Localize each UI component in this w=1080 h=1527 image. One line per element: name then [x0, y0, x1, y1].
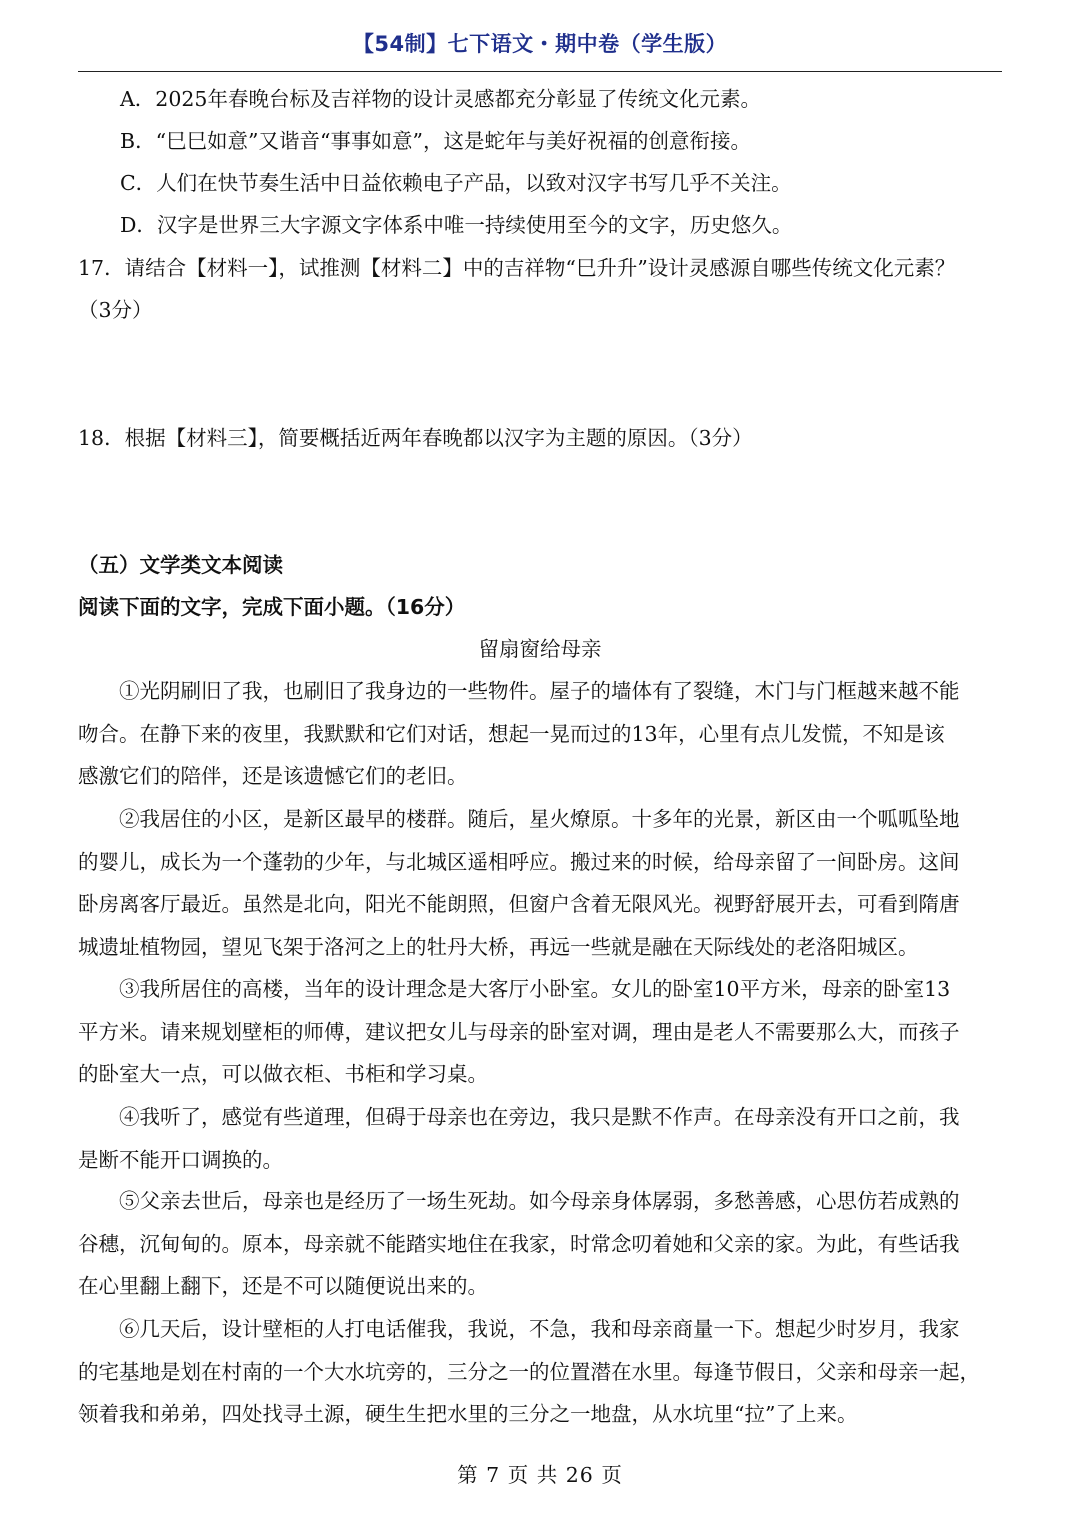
paragraph-2	[78, 798, 1002, 969]
paragraph-line: 的宅基地是划在村南的一个大水坑旁的，三分之一的位置潜在水里。每逢节假日，父亲和母亲一起，	[78, 1359, 980, 1384]
paragraph-4	[78, 1096, 1002, 1181]
paragraph-line: ⑤父亲去世后，母亲也是经历了一场生死劫。如今母亲身体孱弱，多愁善感，心思仿若成熟的	[119, 1189, 960, 1213]
paragraph-line: 吻合。在静下来的夜里，我默默和它们对话，想起一晃而过的13年，心里有点儿发慌，不知是该	[78, 721, 945, 746]
question-17: 17．请结合【材料一】，试推测【材料二】中的吉祥物“巳升升”设计灵感源自哪些传统文化元素？	[78, 256, 956, 280]
option-d: D．汉字是世界三大字源文字体系中唯一持续使用至今的文字，历史悠久。	[120, 213, 793, 237]
section-instruction: 阅读下面的文字，完成下面小题。（16分）	[78, 595, 466, 619]
paragraph-line: ①光阴刷旧了我，也刷旧了我身边的一些物件。屋子的墙体有了裂缝，木门与门框越来越不能	[119, 679, 960, 703]
paragraph-1	[78, 670, 1002, 798]
option-b: B．“巳巳如意”又谐音“事事如意”，这是蛇年与美好祝福的创意衔接。	[120, 129, 751, 153]
paragraph-3	[78, 968, 1002, 1096]
paragraph-line: ③我所居住的高楼，当年的设计理念是大客厅小卧室。女儿的卧室10平方米，母亲的卧室13	[119, 977, 951, 1001]
question-17-points: （3分）	[78, 298, 153, 322]
question-18: 18．根据【材料三】，简要概括近两年春晚都以汉字为主题的原因。（3分）	[78, 426, 753, 450]
paragraph-line: 的婴儿，成长为一个蓬勃的少年，与北城区遥相呼应。搬过来的时候，给母亲留了一间卧房。这间	[78, 849, 960, 874]
paragraph-line: 感激它们的陪伴，还是该遗憾它们的老旧。	[78, 764, 468, 789]
paragraph-line: 平方米。请来规划壁柜的师傅，建议把女儿与母亲的卧室对调，理由是老人不需要那么大，而孩子	[78, 1019, 960, 1044]
paragraph-line: 在心里翻上翻下，还是不可以随便说出来的。	[78, 1274, 488, 1299]
page-header: 【54制】七下语文・期中卷（学生版）	[352, 32, 728, 56]
header-divider	[78, 71, 1002, 72]
paragraph-line: ②我居住的小区，是新区最早的楼群。随后，星火燎原。十多年的光景，新区由一个呱呱坠地	[119, 807, 960, 831]
paragraph-line: 谷穗，沉甸甸的。原本，母亲就不能踏实地住在我家，时常念叨着她和父亲的家。为此，有些话我	[78, 1231, 960, 1256]
paragraph-line: 的卧室大一点，可以做衣柜、书柜和学习桌。	[78, 1062, 488, 1087]
option-c: C．人们在快节奏生活中日益依赖电子产品，以致对汉字书写几乎不关注。	[120, 171, 792, 195]
paragraph-line: 是断不能开口调换的。	[78, 1147, 283, 1172]
paragraph-line: 卧房离客厅最近。虽然是北向，阳光不能朗照，但窗户含着无限风光。视野舒展开去，可看到隋唐	[78, 892, 960, 917]
paragraph-5	[78, 1180, 1002, 1308]
paragraph-line: ④我听了，感觉有些道理，但碍于母亲也在旁边，我只是默不作声。在母亲没有开口之前，我	[119, 1105, 960, 1129]
page-number: 第 7 页 共 26 页	[457, 1463, 623, 1487]
article-title: 留扇窗给母亲	[478, 637, 602, 661]
option-a: A．2025年春晚台标及吉祥物的设计灵感都充分彰显了传统文化元素。	[120, 87, 761, 111]
paragraph-line: ⑥几天后，设计壁柜的人打电话催我，我说，不急，我和母亲商量一下。想起少时岁月，我家	[119, 1317, 960, 1341]
paragraph-line: 城遗址植物园，望见飞架于洛河之上的牡丹大桥，再远一些就是融在天际线处的老洛阳城区。	[78, 935, 919, 960]
section-heading: （五）文学类文本阅读	[78, 553, 283, 577]
paragraph-6	[78, 1308, 1002, 1436]
paragraph-line: 领着我和弟弟，四处找寻土源，硬生生把水里的三分之一地盘，从水坑里“拉”了上来。	[78, 1402, 858, 1427]
